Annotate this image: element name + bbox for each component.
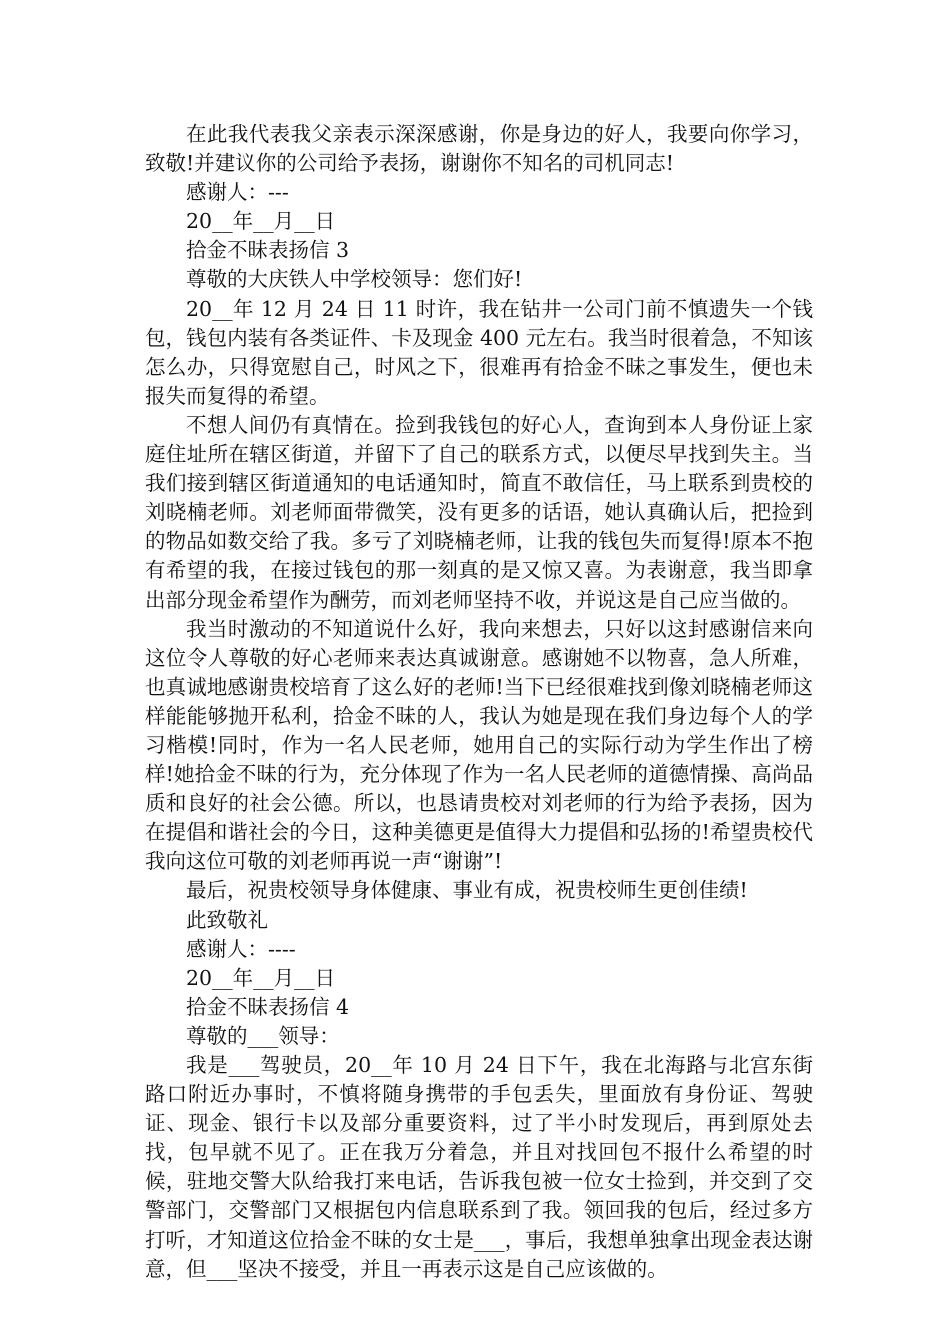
letter-heading: 拾金不昧表扬信 4: [186, 994, 350, 1019]
salutation: 尊敬的___领导：: [186, 1023, 340, 1048]
date-line: 20__年__月__日: [186, 965, 336, 990]
body-paragraph: 不想人间仍有真情在。捡到我钱包的好心人，查询到本人身份证上家庭住址所在辖区街道，并留下了自己的联系方式，以便尽早找到失主。当我们接到辖区街道通知的电话通知时，简直不敢信任，马上联系到贵校的刘晓楠老师。刘老师面带微笑，没有更多的话语，她认真确认后，把捡到的物品如数交给了我。多亏了刘晓楠老师，让我的钱包失而复得!原本不抱有希望的我，在接过钱包的那一刻真的是又惊又喜。为表谢意，我当即拿出部分现金希望作为酬劳，而刘老师坚持不收，并说这是自己应当做的。: [145, 412, 813, 612]
signature-line: 感谢人：----: [186, 936, 296, 961]
signature-line: 感谢人：---: [186, 180, 289, 205]
date-line: 20__年__月__日: [186, 209, 336, 234]
closing-salute: 此致敬礼: [186, 907, 268, 932]
salutation: 尊敬的大庆铁人中学校领导：您们好!: [186, 267, 523, 292]
letter-heading: 拾金不昧表扬信 3: [186, 238, 350, 263]
body-paragraph: 在此我代表我父亲表示深深感谢，你是身边的好人，我要向你学习，致敬!并建议你的公司给予表扬，谢谢你不知名的司机同志!: [145, 122, 813, 176]
closing-wishes: 最后，祝贵校领导身体健康、事业有成，祝贵校师生更创佳绩!: [186, 878, 748, 903]
document-page: [145, 120, 813, 1284]
body-paragraph: 我当时激动的不知道说什么好，我向来想去，只好以这封感谢信来向这位令人尊敬的好心老师来表达真诚谢意。感谢她不以物喜，急人所难，也真诚地感谢贵校培育了这么好的老师!当下已经很难找到像刘晓楠老师这样能能够抛开私利，拾金不昧的人，我认为她是现在我们身边每个人的学习楷模!同时，作为一名人民老师，她用自己的实际行动为学生作出了榜样!她拾金不昧的行为，充分体现了作为一名人民老师的道德情操、高尚品质和良好的社会公德。所以，也恳请贵校对刘老师的行为给予表扬，因为在提倡和谐社会的今日，这种美德更是值得大力提倡和弘扬的!希望贵校代我向这位可敬的刘老师再说一声“谢谢”!: [145, 616, 813, 874]
body-paragraph: 20__年 12 月 24 日 11 时许，我在钻井一公司门前不慎遗失一个钱包，钱包内装有各类证件、卡及现金 400 元左右。我当时很着急，不知该怎么办，只得宽慰自己，时风之下，很难再有拾金不昧之事发生，便也未报失而复得的希望。: [145, 296, 813, 408]
body-paragraph: 我是___驾驶员，20__年 10 月 24 日下午，我在北海路与北宫东街路口附近办事时，不慎将随身携带的手包丢失，里面放有身份证、驾驶证、现金、银行卡以及部分重要资料，过了半小时发现后，再到原处去找，包早就不见了。正在我万分着急，并且对找回包不报什么希望的时候，驻地交警大队给我打来电话，告诉我包被一位女士捡到，并交到了交 警部门，交警部门又根据包内信息联系到了我。领回我的包后，经过多方打听，才知道这位拾金不昧的女士是___，事后，我想单独拿出现金表达谢意，但___坚决不接受，并且一再表示这是自己应该做的。: [145, 1053, 813, 1281]
